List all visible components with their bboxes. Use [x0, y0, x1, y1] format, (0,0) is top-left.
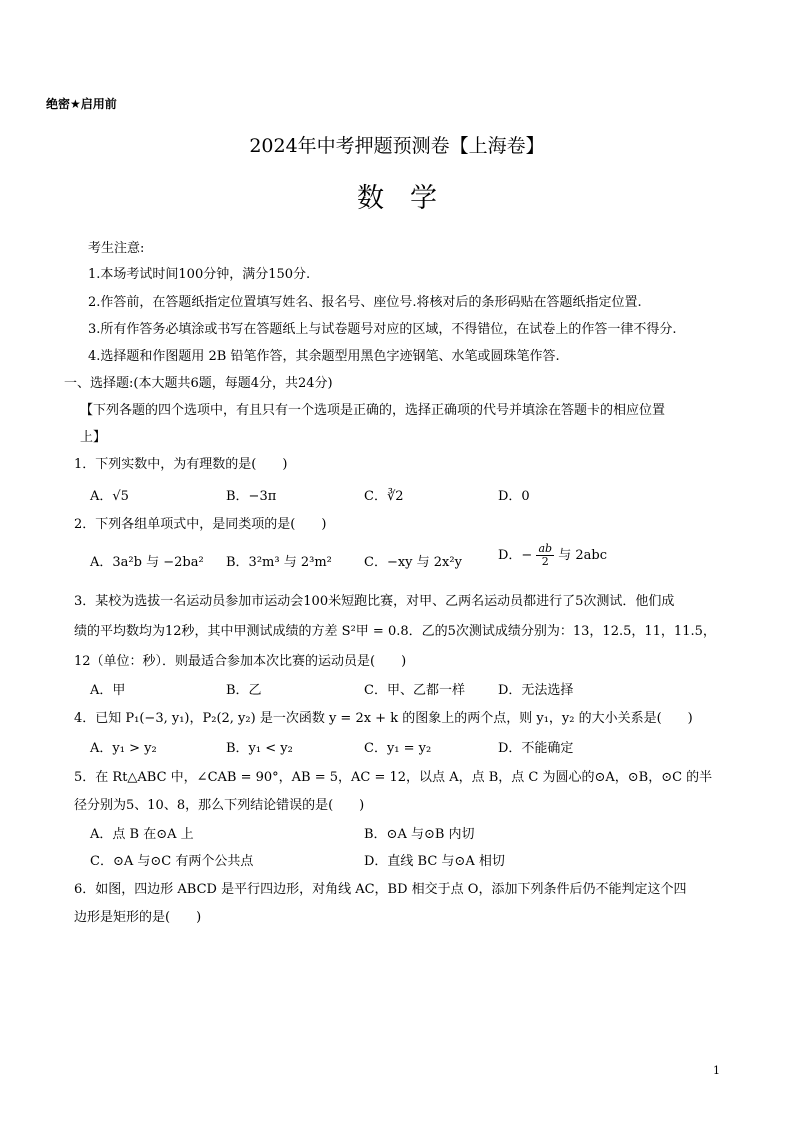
option-b: B．乙: [226, 683, 262, 698]
question-stem: 4．已知 P₁(−3, y₁)，P₂(2, y₂) 是一次函数 y = 2x + k 的图象上的两个点，则 y₁，y₂ 的大小关系是( ): [74, 711, 693, 726]
question-stem: 2．下列各组单项式中，是同类项的是( ): [74, 517, 327, 532]
section-instruction: 上】: [80, 430, 107, 445]
fraction-numerator: ab: [538, 542, 553, 555]
option-d: [498, 543, 607, 568]
option-a: A．点 B 在⊙A 上: [90, 827, 194, 842]
question-stem: 1．下列实数中，为有理数的是( ): [74, 457, 288, 472]
option-c: C．−xy 与 2x²y: [364, 555, 462, 570]
option-a: A．3a²b 与 −2ba²: [90, 555, 204, 570]
option-c: C．⊙A 与⊙C 有两个公共点: [90, 854, 254, 869]
fraction-denominator: 2: [541, 555, 549, 568]
option-a: A．y₁ > y₂: [90, 741, 157, 756]
notice-item: 2.作答前，在答题纸指定位置填写姓名、报名号、座位号.将核对后的条形码贴在答题纸指定位置.: [88, 295, 642, 310]
fraction: [536, 543, 554, 568]
question-line: 6．如图，四边形 ABCD 是平行四边形，对角线 AC，BD 相交于点 O，添加下列条件后仍不能判定这个四: [74, 882, 687, 897]
option-b: B．3²m³ 与 2³m²: [226, 555, 332, 570]
option-b: B．⊙A 与⊙B 内切: [364, 827, 475, 842]
option-a: A．√5: [90, 489, 129, 504]
option-c: C．y₁ = y₂: [364, 741, 432, 756]
option-c: C．∛2: [364, 489, 404, 504]
option-d: D．无法选择: [498, 683, 574, 698]
question-line: 5．在 Rt△ABC 中，∠CAB = 90°，AB = 5，AC = 12，以点 A，点 B，点 C 为圆心的⊙A，⊙B，⊙C 的半: [74, 770, 713, 785]
section-instruction: 【下列各题的四个选项中，有且只有一个选项是正确的，选择正确项的代号并填涂在答题卡的相应位置: [80, 403, 666, 418]
option-d: D．直线 BC 与⊙A 相切: [364, 854, 505, 869]
confidential-label: 绝密★启用前: [46, 97, 117, 111]
notice-item: 4.选择题和作图题用 2B 铅笔作答，其余题型用黑色字迹钢笔、水笔或圆珠笔作答.: [88, 349, 560, 364]
notice-item: 3.所有作答务必填涂或书写在答题纸上与试卷题号对应的区域，不得错位，在试卷上的作答一律不得分.: [88, 322, 677, 337]
question-line: 径分别为5、10、8，那么下列结论错误的是( ): [74, 798, 365, 813]
subject-title: 数学: [357, 183, 463, 214]
option-d: D．0: [498, 489, 530, 504]
option-d-prefix: D．−: [498, 548, 533, 563]
exam-title: 2024年中考押题预测卷【上海卷】: [249, 135, 545, 157]
section-heading: 一、选择题:(本大题共6题，每题4分，共24分): [64, 376, 333, 391]
notice-heading: 考生注意:: [88, 241, 145, 256]
page-number: 1: [713, 1064, 720, 1077]
notice-item: 1.本场考试时间100分钟，满分150分.: [88, 267, 311, 282]
option-d: D．不能确定: [498, 741, 574, 756]
option-b: B．−3π: [226, 489, 277, 504]
question-line: 边形是矩形的是( ): [74, 910, 202, 925]
option-d-rest: 与 2abc: [558, 548, 607, 563]
option-b: B．y₁ < y₂: [226, 741, 293, 756]
option-a: A．甲: [90, 683, 126, 698]
question-line: 12（单位：秒）．则最适合参加本次比赛的运动员是( ): [74, 654, 407, 669]
question-line: 3．某校为选拔一名运动员参加市运动会100米短跑比赛，对甲、乙两名运动员都进行了5次测试．他们成: [74, 594, 675, 609]
option-c: C．甲、乙都一样: [364, 683, 465, 698]
question-line: 绩的平均数均为12秒，其中甲测试成绩的方差 S²甲 = 0.8．乙的5次测试成绩分别为：13，12.5，11，11.5，: [74, 624, 716, 639]
